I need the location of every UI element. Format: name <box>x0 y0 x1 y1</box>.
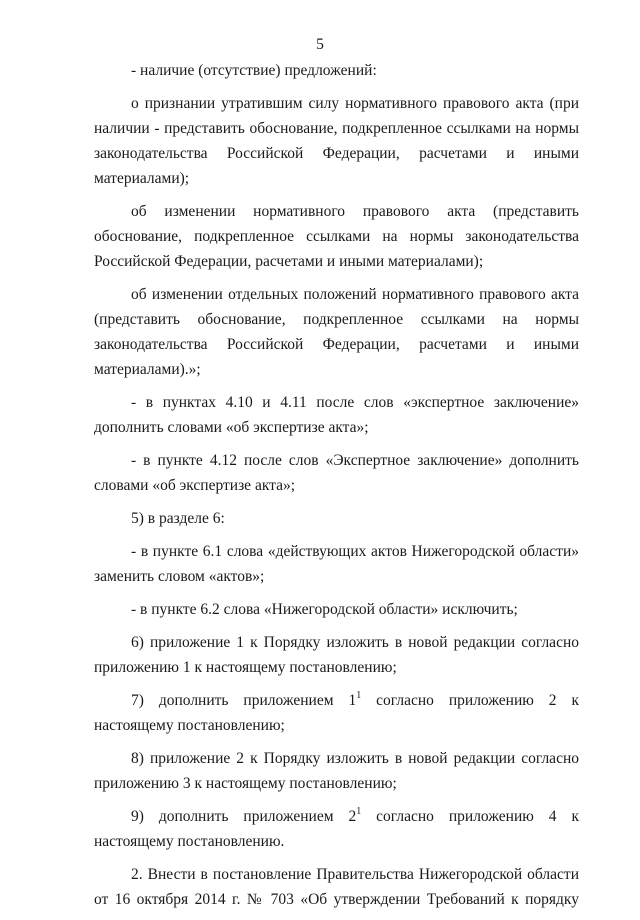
paragraph-point-2: 2. Внести в постановление Правительства Нижегородской области от 16 октября 2014 г. № 703 «Об утверждении Требований к порядку <box>94 866 579 908</box>
item-7-text-after: согласно приложению 2 к настоящему постановлению; <box>94 692 579 734</box>
page-number: 5 <box>316 36 324 53</box>
item-7-text-before: 7) дополнить приложением 1 <box>131 692 357 709</box>
item-9-superscript: 1 <box>356 805 362 817</box>
item-9-text-after: согласно приложению 4 к настоящему постановлению. <box>94 808 579 850</box>
paragraph-clause-4-12: - в пункте 4.12 после слов «Экспертное заключение» дополнить словами «об экспертизе акта»; <box>94 452 579 494</box>
paragraph-clause-6-2: - в пункте 6.2 слова «Нижегородской области» исключить; <box>131 601 518 618</box>
paragraph-clauses-4-10-4-11: - в пунктах 4.10 и 4.11 после слов «экспертное заключение» дополнить словами «об экспертизе акта»; <box>94 394 579 436</box>
paragraph-item-9 <box>94 804 579 854</box>
paragraph-item-8: 8) приложение 2 к Порядку изложить в новой редакции согласно приложению 3 к настоящему постановлению; <box>94 750 579 792</box>
paragraph-proposals-presence: - наличие (отсутствие) предложений: <box>131 62 377 79</box>
item-9-text-before: 9) дополнить приложением 2 <box>131 808 357 825</box>
paragraph-item-7 <box>94 688 579 738</box>
paragraph-amendment-proposal: об изменении нормативного правового акта (представить обоснование, подкрепленное ссылками на нормы законодательства Российской Федерации, расчетами и иными материалами); <box>94 203 579 270</box>
paragraph-partial-amendment-proposal: об изменении отдельных положений нормативного правового акта (представить обоснование, подкрепленное ссылками на нормы законодательства Российской Федерации, расчетами и иными материалами).»; <box>94 286 579 378</box>
paragraph-invalidation-proposal: о признании утратившим силу нормативного правового акта (при наличии - представить обоснование, подкрепленное ссылками на нормы законодательства Российской Федерации, расчетами и иными материалами); <box>94 95 579 187</box>
paragraph-item-6: 6) приложение 1 к Порядку изложить в новой редакции согласно приложению 1 к настоящему постановлению; <box>94 634 579 676</box>
paragraph-section-6: 5) в разделе 6: <box>131 510 225 527</box>
paragraph-clause-6-1: - в пункте 6.1 слова «действующих актов Нижегородской области» заменить словом «актов»; <box>94 543 579 585</box>
item-7-superscript: 1 <box>356 689 362 701</box>
document-body <box>94 58 579 920</box>
